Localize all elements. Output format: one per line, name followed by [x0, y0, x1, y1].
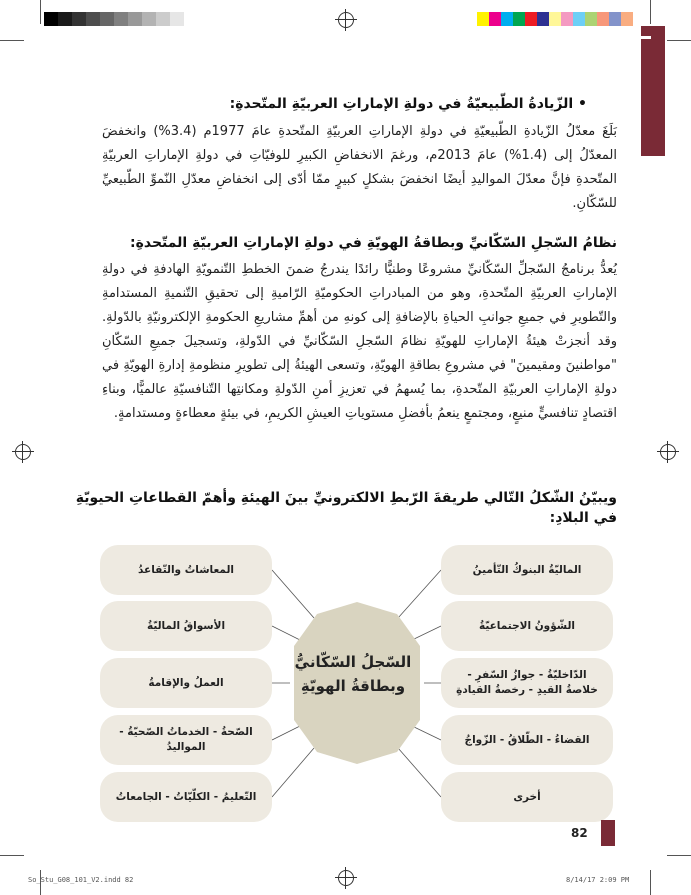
diagram-box-judiciary — [441, 715, 613, 765]
box-label: الصّحةُ - الخدماتُ الصّحيّةُ - المواليدُ — [119, 726, 253, 753]
diagram-box-finance — [441, 545, 613, 595]
diagram-box-education — [100, 772, 272, 822]
diagram-box-financial-markets — [100, 601, 272, 651]
heading-text-line1: ويبيّنُ الشّكلُ التّالي طريقةَ الرّبطِ الالكترونيِّ بينَ الهيئةِ وأهمّ القطاعاتِ الحيويّةِ — [75, 490, 617, 506]
box-label: الدّاخليّةُ - جوازُ السّفرِ - خلاصةُ القيدِ - رخصةُ القيادةِ — [456, 669, 598, 696]
diagram-box-interior — [441, 658, 613, 708]
box-label: الشّؤونُ الاجتماعيّةُ — [478, 619, 576, 632]
connector-line — [272, 748, 314, 797]
paragraph-text: بَلَغَ معدّلُ الزّيادةِ الطّبيعيّةِ في دولةِ الإماراتِ العربيّةِ المتّحدةِ عامَ 1977م (3.4%) وانخفضَ المعدّلُ إلى (1.4%) عامَ 2013م، ورغمَ الانخفاضِ الكبيرِ للوفيّاتِ في دولةِ الإماراتِ العربيّةِ المتّحدةِ فإنَّ معدّلَ المواليدِ أيضًا انخفضَ بشكلٍ كبيرٍ ممّا أدّى إلى انخفاضِ معدّلِ النّموِّ الطّبيعيِّ للسّكّانِ. — [102, 124, 618, 211]
box-label: العملُ والإقامةُ — [148, 676, 224, 689]
heading-text: الزّيادةُ الطّبيعيّةُ في دولةِ الإماراتِ العربيّةِ المتّحدةِ: — [229, 96, 574, 112]
heading-text: نظامُ السّجلِ السّكّانيِّ وبطاقةُ الهويّةِ في دولةِ الإماراتِ العربيّةِ المتّحدةِ: — [130, 235, 617, 251]
box-label: المعاشاتُ والتّقاعدُ — [137, 563, 235, 576]
diagram-box-health — [100, 715, 272, 765]
footer-file-slug: So_Stu_G08_101_V2.indd 82 — [28, 876, 134, 884]
box-label: الأسواقُ الماليّةُ — [146, 619, 226, 632]
connector-line — [272, 726, 300, 740]
connector-line — [398, 570, 441, 618]
center-label-line1: السّجلُ السّكّانيُّ — [294, 653, 412, 671]
connector-line — [272, 626, 300, 640]
diagram-center-label — [283, 650, 423, 698]
box-label: التّعليمُ - الكلّيّاتُ - الجامعاتُ — [115, 790, 257, 803]
connector-line — [412, 626, 441, 640]
footer-date-slug: 8/14/17 2:09 PM — [566, 876, 630, 884]
diagram-box-other — [441, 772, 613, 822]
diagram-box-pensions — [100, 545, 272, 595]
page-number-accent — [601, 820, 615, 846]
diagram-box-social-affairs — [441, 601, 613, 651]
heading-text-line2: في البلادِ: — [549, 510, 617, 526]
connector-line — [412, 726, 441, 740]
connector-line — [398, 748, 441, 797]
diagram-box-labor-residency — [100, 658, 272, 708]
center-label-line2: وبطاقةُ الهويّةِ — [300, 677, 406, 695]
box-label: الماليّةُ البنوكُ التّأمينُ — [472, 563, 582, 576]
bullet: • — [578, 96, 587, 112]
paragraph-text: يُعدُّ برنامجُ السّجلِّ السّكّانيِّ مشروعًا وطنيًّا رائدًا يندرجُ ضمنَ الخططِ التّنمويّةِ الهادفةِ في دولةِ الإماراتِ العربيّةِ المتّحدةِ، وهو من المبادراتِ الحكوميّةِ الرّاميةِ إلى تحقيقِ التّنميةِ المستدامةِ والتّطويرِ في جميعِ جوانبِ الحياةِ بالإضافةِ إلى كونهِ من أهمِّ مشاريعِ الحكومةِ الإلكترونيّةِ بالدّولةِ. وقد أنجزتْ هيئةُ الإماراتِ للهويّةِ نظامَ السّجلِ السّكّانيِّ في الدّولةِ، وتسجيلَ جميعِ السّكّانِ "مواطنينَ ومقيمينَ" في مشروعِ بطاقةِ الهويّةِ، وتسعى الهيئةُ إلى تطويرِ منظومةِ إدارةِ الهويّةِ في دولةِ الإماراتِ العربيّةِ المتّحدةِ، بما يُسهمُ في تعزيزِ أمنِ الدّولةِ ومكانتِها التّنافسيّةِ عالميًّا، وبناءِ اقتصادٍ تنافسيٍّ منيعٍ، ومجتمعٍ ينعمُ بأفضلِ مستوياتِ العيشِ الكريمِ، في بيئةٍ معطاءةٍ ومستدامةٍ. — [102, 262, 617, 421]
page-number: 82 — [571, 826, 588, 840]
box-label: أخرى — [513, 790, 541, 803]
box-label: القضاءُ - الطّلاقُ - الزّواجُ — [464, 733, 590, 746]
connector-line — [272, 570, 314, 618]
